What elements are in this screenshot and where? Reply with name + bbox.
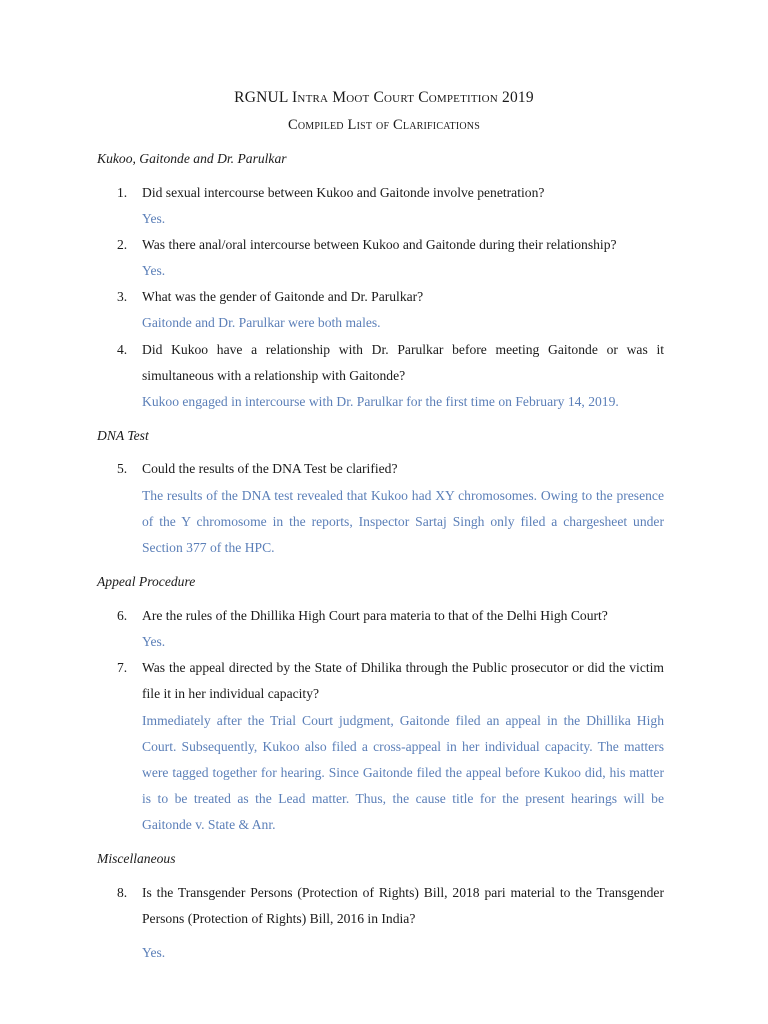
question-text: Was there anal/oral intercourse between Kukoo and Gaitonde during their relationship? (142, 237, 617, 252)
section-heading-parties: Kukoo, Gaitonde and Dr. Parulkar (97, 151, 287, 166)
section-heading-dna-test: DNA Test (97, 428, 149, 443)
answer-text: Yes. (142, 263, 166, 278)
answer-text: Immediately after the Trial Court judgment, Gaitonde filed an appeal in the Dhillika High Court. Subsequently, Kukoo also filed a cross-appeal in her individual capacity. The matters were tagged together for hearing. Since Gaitonde filed the appeal before Kukoo did, his matter is to be treated as the Lead matter. Thus, the cause title for the present hearings will be Gaitonde v. State & Anr. (142, 713, 664, 832)
question-number: 3. (117, 289, 128, 304)
section-heading-miscellaneous: Miscellaneous (97, 851, 176, 866)
question-number: 4. (117, 342, 128, 357)
question-number: 2. (117, 237, 128, 252)
question-number: 1. (117, 185, 128, 200)
document-title: RGNUL Intra Moot Court Competition 2019 (234, 89, 534, 106)
question-number: 7. (117, 660, 128, 675)
question-text: Is the Transgender Persons (Protection of Rights) Bill, 2018 pari material to the Transgender Persons (Protection of Rights) Bill, 2016 in India? (142, 885, 664, 926)
question-number: 8. (117, 885, 128, 900)
answer-text: Gaitonde and Dr. Parulkar were both males. (142, 315, 381, 330)
section-heading-appeal-procedure: Appeal Procedure (97, 574, 196, 589)
question-number: 5. (117, 461, 128, 476)
question-text: Are the rules of the Dhillika High Court para materia to that of the Delhi High Court? (142, 608, 608, 623)
question-text: Could the results of the DNA Test be clarified? (142, 461, 398, 476)
document-subtitle: Compiled List of Clarifications (288, 117, 480, 133)
answer-text: Yes. (142, 211, 166, 226)
answer-text: Yes. (142, 634, 166, 649)
question-number: 6. (117, 608, 128, 623)
question-text: What was the gender of Gaitonde and Dr. Parulkar? (142, 289, 424, 304)
answer-text: Kukoo engaged in intercourse with Dr. Parulkar for the first time on February 14, 2019. (142, 394, 619, 409)
question-text: Was the appeal directed by the State of Dhilika through the Public prosecutor or did the victim file it in her individual capacity? (142, 660, 664, 701)
question-text: Did Kukoo have a relationship with Dr. Parulkar before meeting Gaitonde or was it simultaneous with a relationship with Gaitonde? (142, 342, 664, 383)
answer-text: The results of the DNA test revealed that Kukoo had XY chromosomes. Owing to the presence of the Y chromosome in the reports, Inspector Sartaj Singh only filed a chargesheet under Section 377 of the HPC. (142, 488, 664, 555)
question-text: Did sexual intercourse between Kukoo and Gaitonde involve penetration? (142, 185, 545, 200)
answer-text: Yes. (142, 945, 166, 960)
